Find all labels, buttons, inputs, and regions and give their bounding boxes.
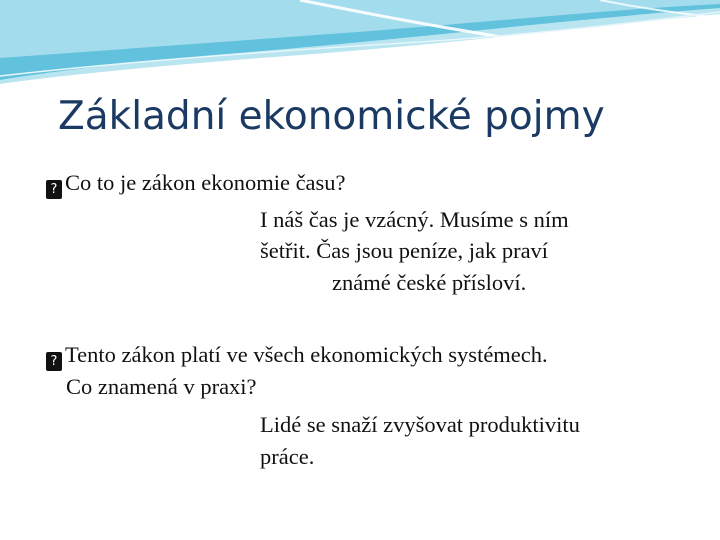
answer-line: šetřit. Čas jsou peníze, jak praví [260, 238, 549, 263]
answer-line: známé české přísloví. [332, 270, 527, 295]
answer-line: práce. [260, 444, 315, 469]
answer-line: I náš čas je vzácný. Musíme s ním [260, 207, 569, 232]
answer-line: Lidé se snaží zvyšovat produktivitu [260, 412, 580, 437]
page-title: Základní ekonomické pojmy [58, 94, 605, 139]
question-text: Co to je zákon ekonomie času? [65, 170, 346, 195]
question-text: Tento zákon platí ve všech ekonomických systémech. [65, 342, 548, 367]
unknown-glyph-icon: ? [46, 180, 62, 199]
bullet-question [46, 340, 548, 371]
unknown-glyph-icon: ? [46, 352, 62, 371]
header-wave-decoration [0, 0, 720, 90]
question-continuation: Co znamená v praxi? [66, 374, 257, 399]
bullet-question [46, 168, 346, 199]
